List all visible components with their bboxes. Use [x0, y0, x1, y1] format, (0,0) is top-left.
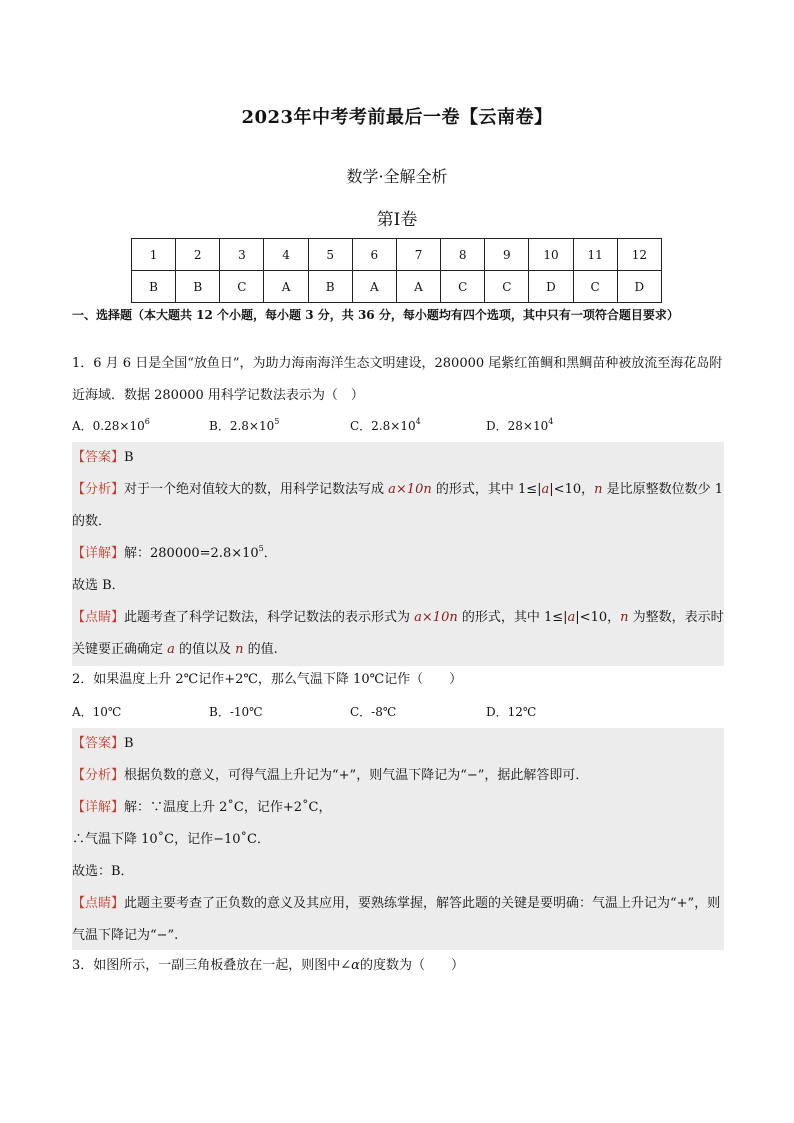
question-1-stem: 1．6 月 6 日是全国“放鱼日”，为助力海南海洋生态文明建设，280000 尾紫红笛鲷和黑鲷苗种被放流至海花岛附近海域．数据 280000 用科学记数法表示为（ ） — [72, 356, 723, 403]
detail-line — [72, 792, 724, 824]
comment-paragraph — [72, 602, 724, 666]
analysis-text: |<10， — [549, 482, 595, 497]
analysis-text: 根据负数的意义，可得气温上升记为“+”，则气温下降记为“−”，据此解答即可． — [124, 768, 589, 783]
question-number-cell: 8 — [441, 239, 485, 271]
answer-table-number-row — [132, 239, 662, 271]
detail-text: 解：280000=2.8×10 — [124, 546, 259, 561]
analysis-text: 对于一个绝对值较大的数，用科学记数法写成 — [124, 482, 389, 497]
answer-line — [72, 728, 724, 760]
option-text: D．28×10 — [486, 419, 549, 433]
answer-cell: C — [220, 271, 264, 303]
section-heading: 一、选择题（本大题共 12 个小题，每小题 3 分，共 36 分，每小题均有四个选项，其中只有一项符合题目要求） — [72, 308, 679, 322]
question-number-cell: 9 — [485, 239, 529, 271]
question-2-solution — [72, 728, 724, 950]
option-b — [209, 410, 279, 442]
variable-a: a — [567, 610, 576, 625]
question-number-cell: 4 — [264, 239, 308, 271]
option-b: B．-10℃ — [209, 705, 263, 719]
answer-table — [131, 238, 662, 303]
variable-n: n — [620, 610, 629, 625]
question-number-cell: 1 — [132, 239, 176, 271]
option-exponent: 6 — [144, 417, 150, 426]
answer-cell: B — [132, 271, 176, 303]
answer-cell: B — [176, 271, 220, 303]
comment-tag: 【点睛】 — [72, 896, 125, 911]
comment-text: 的值以及 — [174, 642, 236, 657]
question-number-cell: 7 — [396, 239, 440, 271]
option-a — [72, 410, 150, 442]
option-d: D．12℃ — [486, 705, 537, 719]
question-number-cell: 3 — [220, 239, 264, 271]
question-number-cell: 6 — [352, 239, 396, 271]
answer-cell: A — [264, 271, 308, 303]
comment-text: 此题考查了科学记数法，科学记数法的表示形式为 — [124, 610, 415, 625]
answer-value: B — [124, 450, 134, 465]
detail-exponent: 5 — [258, 544, 264, 553]
option-exponent: 4 — [415, 417, 421, 426]
analysis-paragraph — [72, 474, 724, 538]
option-text: A．0.28×10 — [72, 419, 145, 433]
question-number-cell: 12 — [617, 239, 661, 271]
analysis-line — [72, 760, 724, 792]
detail-text: 解：∵温度上升 2˚C，记作+2˚C， — [124, 800, 332, 815]
variable-a: a — [541, 482, 550, 497]
option-c — [350, 410, 421, 442]
comment-text: 此题主要考查了正负数的意义及其应用，要熟练掌握，解答此题的关键是要明确：气温上升记为“+”，则气温下降记为“−”. — [72, 896, 721, 943]
answer-line — [72, 442, 724, 474]
answer-tag: 【答案】 — [72, 736, 125, 751]
option-text: B．2.8×10 — [209, 419, 275, 433]
detail-tag: 【详解】 — [72, 800, 125, 815]
detail-text: ． — [263, 546, 277, 561]
variable-a: a — [167, 642, 175, 657]
variable-n: n — [594, 482, 603, 497]
variable-n: n — [235, 642, 244, 657]
formula-text: a×10n — [388, 482, 432, 497]
option-a: A．10℃ — [72, 705, 122, 719]
comment-text: 的形式，其中 1≤| — [457, 610, 568, 625]
question-1-options — [72, 410, 724, 442]
answer-tag: 【答案】 — [72, 450, 125, 465]
conclusion-line: 故选 B． — [72, 578, 125, 593]
option-d — [486, 410, 553, 442]
answer-value: B — [124, 736, 134, 751]
conclusion-line: 故选：B． — [72, 864, 134, 879]
question-number-cell: 2 — [176, 239, 220, 271]
detail-tag: 【详解】 — [72, 546, 125, 561]
question-2-stem: 2．如果温度上升 2℃记作+2℃，那么气温下降 10℃记作（ ） — [72, 672, 463, 687]
answer-cell: C — [573, 271, 617, 303]
analysis-text: 是比原整数位数少 1 的数． — [72, 482, 724, 529]
analysis-tag: 【分析】 — [72, 768, 125, 783]
question-text: 3．如图所示，一副三角板叠放在一起，则图中∠ — [72, 958, 352, 973]
comment-paragraph — [72, 888, 724, 952]
answer-cell: D — [617, 271, 661, 303]
answer-cell: C — [485, 271, 529, 303]
analysis-text: 的形式，其中 1≤| — [431, 482, 542, 497]
question-number-cell: 10 — [529, 239, 573, 271]
question-number-cell: 5 — [308, 239, 352, 271]
comment-text: 为整数，表示时关键要正确确定 — [72, 610, 724, 657]
answer-cell: C — [441, 271, 485, 303]
variable-alpha: α — [351, 958, 360, 973]
question-text: 的度数为（ ） — [359, 958, 464, 973]
detail-line-2: ∴气温下降 10˚C，记作−10˚C． — [72, 832, 271, 847]
option-exponent: 5 — [274, 417, 280, 426]
option-text: C．2.8×10 — [350, 419, 416, 433]
question-1-solution — [72, 442, 724, 666]
volume-label: 第Ⅰ卷 — [376, 210, 418, 230]
detail-line — [72, 538, 724, 570]
analysis-tag: 【分析】 — [72, 482, 125, 497]
formula-text: a×10n — [414, 610, 458, 625]
comment-tag: 【点睛】 — [72, 610, 125, 625]
comment-text: |<10， — [575, 610, 621, 625]
answer-table-answer-row — [132, 271, 662, 303]
document-title: 2023年中考考前最后一卷【云南卷】 — [241, 107, 553, 128]
answer-cell: A — [352, 271, 396, 303]
answer-cell: D — [529, 271, 573, 303]
document-subtitle: 数学·全解全析 — [346, 167, 448, 186]
question-number-cell: 11 — [573, 239, 617, 271]
option-exponent: 4 — [548, 417, 554, 426]
question-3-stem — [72, 950, 724, 982]
answer-cell: A — [396, 271, 440, 303]
option-c: C．-8℃ — [350, 705, 397, 719]
question-2-options — [72, 696, 724, 728]
answer-cell: B — [308, 271, 352, 303]
comment-text: 的值. — [243, 642, 278, 657]
